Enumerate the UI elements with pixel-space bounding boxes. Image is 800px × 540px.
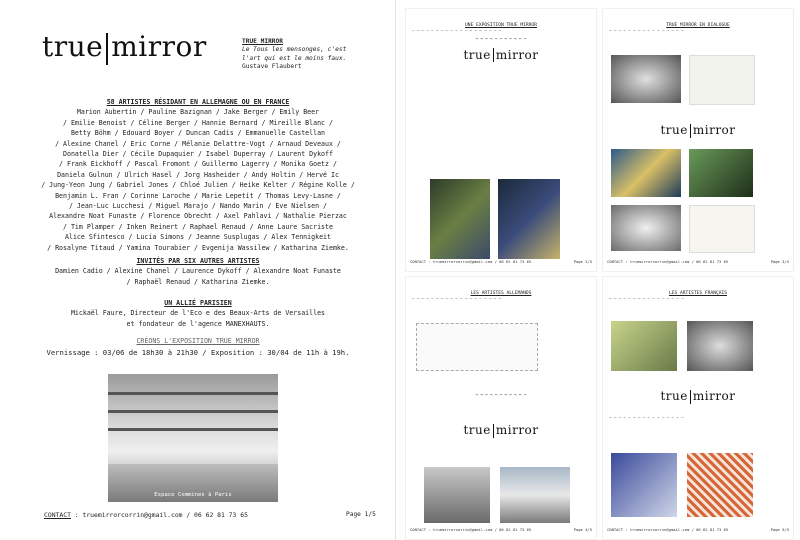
logo-left-word: true bbox=[42, 30, 104, 63]
logo-right-word: mirror bbox=[495, 47, 539, 62]
guest-line: Damien Cadio / Alexine Chanel / Laurence Dykoff / Alexandre Noat Funaste bbox=[55, 267, 341, 276]
guest-line: / Raphaël Renaud / Katharina Ziemke. bbox=[126, 277, 270, 286]
footer-contact: CONTACT : truemirrorcorrin@gmail.com / 06 62 81 73 65 bbox=[607, 259, 729, 264]
logo-left-word: true bbox=[660, 389, 688, 403]
footer-contact: CONTACT : truemirrorcorrin@gmail.com / 06 62 81 73 65 bbox=[607, 527, 729, 532]
page-4-caps: — — — — — — — — — — — bbox=[475, 392, 527, 397]
artwork-image bbox=[611, 321, 677, 371]
logo-bar bbox=[690, 390, 691, 404]
footer-contact: CONTACT : truemirrorcorrin@gmail.com / 06 62 81 73 65 bbox=[410, 527, 532, 532]
ally-heading: UN ALLIÉ PARISIEN bbox=[164, 299, 232, 307]
page-5-text-2: — — — — — — — — — — — — — — — — bbox=[609, 415, 684, 420]
page-3-heading: TRUE MIRROR EN DIALOGUE bbox=[666, 23, 730, 28]
page-separator bbox=[395, 0, 396, 540]
page-number: Page 1/5 bbox=[346, 511, 376, 518]
artwork-image bbox=[687, 321, 753, 371]
artist-line: / Alexine Chanel / Eric Corne / Mélanie Delattre-Vogt / Arnaud Deveaux / bbox=[55, 139, 341, 148]
artwork-image bbox=[689, 149, 753, 197]
page-2-heading: UNE EXPOSITION TRUE MIRROR bbox=[465, 23, 537, 28]
artist-line: Marion Aubertin / Pauline Bazignan / Jake Berger / Emily Beer bbox=[76, 108, 320, 117]
artist-line: / Tim Plamper / Inken Reinert / Raphael Renaud / Anne Laure Sacriste bbox=[63, 222, 333, 231]
guests-heading: INVITÉS PAR SIX AUTRES ARTISTES bbox=[136, 257, 260, 265]
artwork-image bbox=[689, 55, 755, 105]
logo-right-word: mirror bbox=[495, 423, 539, 437]
logo-bar bbox=[493, 48, 494, 62]
artist-line: Betty Böhm / Edouard Boyer / Duncan Cadis / Emmanuelle Castellan bbox=[70, 129, 326, 138]
artwork-image bbox=[611, 205, 681, 251]
page-4-footer bbox=[410, 527, 592, 532]
page-5-logo bbox=[603, 389, 793, 404]
artist-line: Donatella Dier / Cécile Dupaquier / Isabel Duperray / Laurent Dykoff bbox=[63, 150, 333, 159]
artwork-image bbox=[611, 149, 681, 197]
logo-left-word: true bbox=[660, 123, 688, 137]
creation-section bbox=[20, 336, 376, 359]
ceiling-beam bbox=[108, 392, 278, 395]
artist-line: Daniela Gulnun / Ulrich Hasel / Jorg Hasheider / Andy Holtin / Hervé Ic bbox=[57, 170, 339, 179]
artwork-image bbox=[424, 467, 490, 523]
page-5-footer bbox=[607, 527, 789, 532]
page-2-logo bbox=[406, 48, 596, 63]
page-title: TRUE MIRROR bbox=[242, 38, 283, 45]
page-5-heading: LES ARTISTES FRANÇAIS bbox=[668, 291, 728, 296]
guests-section bbox=[20, 256, 376, 287]
quote-block bbox=[242, 38, 392, 72]
page-2-text: — — — — — — — — — — — — — — — — — — — bbox=[412, 28, 502, 33]
contact-details: : truemirrorcorrin@gmail.com / 06 62 81 73 65 bbox=[70, 511, 248, 519]
page-4 bbox=[405, 276, 597, 540]
ceiling-beam bbox=[108, 410, 278, 413]
footer-page-number: Page 5/5 bbox=[770, 527, 789, 532]
quote-author: Gustave Flaubert bbox=[242, 63, 302, 71]
artist-line: / Emilie Benoist / Céline Berger / Hannie Bernard / Mireille Blanc / bbox=[63, 118, 333, 127]
footer-page-number: Page 3/5 bbox=[770, 259, 789, 264]
footer-page-number: Page 4/5 bbox=[573, 527, 592, 532]
artwork-image bbox=[498, 179, 560, 259]
artist-line: / Jung-Yeon Jung / Gabriel Jones / Chloé Julien / Heike Kelter / Régine Kolle / bbox=[41, 181, 355, 190]
page-2-footer bbox=[410, 259, 592, 264]
page-2 bbox=[405, 8, 597, 272]
page-2-caps: — — — — — — — — — — — bbox=[475, 36, 527, 42]
vernissage-line: Vernissage : 03/06 de 18h30 à 21h30 / Exposition : 30/04 de 11h à 19h. bbox=[46, 348, 350, 358]
logo-bar bbox=[106, 33, 108, 65]
logo-right-word: mirror bbox=[111, 30, 207, 63]
creation-heading: CRÉONS L'EXPOSITION TRUE MIRROR bbox=[136, 337, 260, 345]
logo-right-word: mirror bbox=[692, 389, 736, 403]
ceiling-beam bbox=[108, 428, 278, 431]
page-4-logo bbox=[406, 423, 596, 438]
page-3-text: — — — — — — — — — — — — — — — — bbox=[609, 28, 684, 33]
ally-line: Mickaël Faure, Directeur de l'Eco e des Beaux-Arts de Versailles bbox=[70, 309, 326, 318]
logo-bar bbox=[493, 424, 494, 438]
artwork-image bbox=[500, 467, 570, 523]
contact-footer bbox=[44, 511, 248, 519]
logo-left-word: true bbox=[463, 423, 491, 437]
footer-contact: CONTACT : truemirrorcorrin@gmail.com / 06 62 81 73 65 bbox=[410, 259, 532, 264]
artist-line: Alice Sfintesco / Lucia Simons / Jeanne Susplugas / Alex Tennigkeit bbox=[65, 233, 331, 242]
ally-section bbox=[20, 298, 376, 329]
page-1 bbox=[0, 0, 392, 540]
contact-label[interactable]: CONTACT bbox=[44, 511, 71, 519]
page-5-text: — — — — — — — — — — — — — — — — bbox=[609, 296, 684, 301]
quote-line-2: l'art qui est le moins faux. bbox=[242, 54, 347, 62]
score-diagram bbox=[416, 323, 538, 371]
artwork-image bbox=[689, 205, 755, 253]
logo-bar bbox=[690, 124, 691, 138]
logo-left-word: true bbox=[463, 47, 491, 62]
quote-line-1: Le Tous les mensonges, c'est bbox=[242, 46, 347, 54]
true-mirror-logo bbox=[42, 30, 207, 65]
page-5 bbox=[602, 276, 794, 540]
artwork-image bbox=[430, 179, 490, 259]
footer-page-number: Page 2/5 bbox=[573, 259, 592, 264]
gallery-photo bbox=[108, 374, 278, 502]
logo-right-word: mirror bbox=[692, 123, 736, 137]
ally-line: et fondateur de l'agence MANEXHAUTS. bbox=[126, 319, 270, 328]
photo-caption: Espace Commines à Paris bbox=[154, 492, 232, 498]
page-3 bbox=[602, 8, 794, 272]
page-3-logo bbox=[603, 123, 793, 138]
artist-line: Benjamin L. Fran / Corinne Laroche / Marie Lepetit / Thomas Levy-Lasne / bbox=[55, 191, 341, 200]
artist-line: Alexandre Noat Funaste / Florence Obrecht / Axel Pahlavi / Nathalie Pierzac bbox=[49, 212, 347, 221]
page-3-footer bbox=[607, 259, 789, 264]
artists-section bbox=[20, 97, 376, 253]
artists-heading: 58 ARTISTES RÉSIDANT EN ALLEMAGNE OU EN FRANCE bbox=[106, 98, 290, 106]
artwork-image bbox=[611, 453, 677, 517]
artwork-image bbox=[611, 55, 681, 103]
artist-line: / Rosalyne Titaud / Yamina Tourabier / Evgenija Wassilew / Katharina Ziemke. bbox=[47, 243, 349, 252]
artist-line: / Frank Eickhoff / Pascal Fromont / Guillermo Lagerry / Monika Goetz / bbox=[59, 160, 337, 169]
page-4-heading: LES ARTISTES ALLEMANDS bbox=[470, 291, 532, 296]
artwork-image bbox=[687, 453, 753, 517]
page-4-text: — — — — — — — — — — — — — — — — — — — bbox=[412, 296, 502, 301]
artist-line: / Jean-Luc Lucchesi / Miguel Marajo / Nando Marin / Eve Nielsen / bbox=[68, 202, 328, 211]
